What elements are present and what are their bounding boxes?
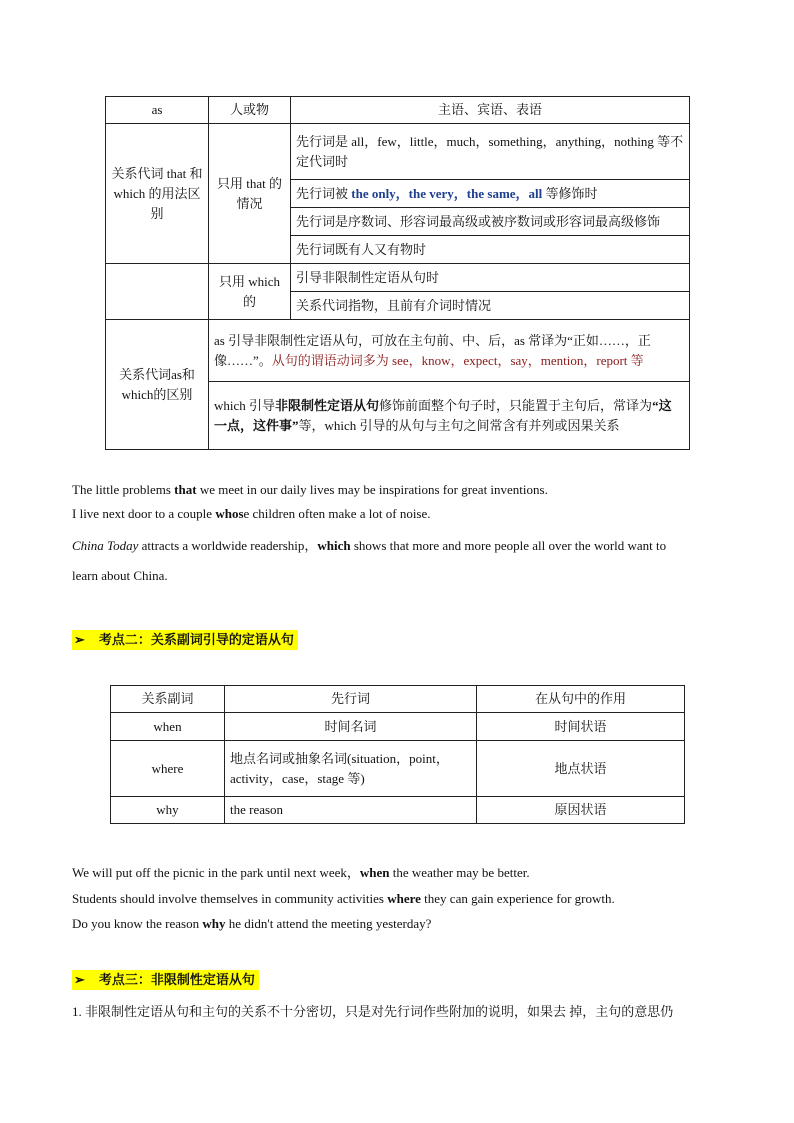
example-sentence-continuation: learn about China.: [72, 568, 168, 583]
example-sentence: China Today attracts a worldwide readership，which shows that more and more people all over the world want to: [72, 538, 667, 553]
example-sentence: The little problems that we meet in our daily lives may be inspirations for great inventions.: [72, 482, 548, 497]
as-which-group-label: 关系代词as和which的区别: [106, 320, 209, 450]
table-cell: where: [111, 741, 225, 797]
header-cell: as: [106, 97, 209, 124]
header-cell: 主语、宾语、表语: [291, 97, 690, 124]
point-paragraph: 1. 非限制性定语从句和主句的关系不十分密切，只是对先行词作些附加的说明，如果去 掉，主句的意思仍: [72, 1004, 674, 1019]
table-cell: 原因状语: [477, 797, 685, 824]
header-cell: 人或物: [209, 97, 291, 124]
section-heading: ➢ 考点三：非限制性定语从句: [72, 970, 259, 990]
example-sentence: We will put off the picnic in the park until next week，when the weather may be better.: [72, 865, 530, 880]
table-row: [111, 741, 685, 797]
header-cell: 关系副词: [111, 686, 225, 713]
only-which-label: 只用 which 的: [209, 264, 291, 320]
table-cell: 先行词既有人又有物时: [291, 236, 690, 264]
relative-pronoun-table: [105, 96, 690, 450]
table-cell: 地点名词或抽象名词(situation，point，activity，case，stage 等): [225, 741, 477, 797]
only-that-label: 只用 that 的情况: [209, 124, 291, 264]
table-cell: why: [111, 797, 225, 824]
table-row: [111, 797, 685, 824]
arrow-bullet-icon: ➢: [74, 632, 85, 647]
empty-cell: [106, 264, 209, 320]
table-cell: 先行词被 the only，the very，the same，all 等修饰时: [291, 180, 690, 208]
table-cell: 时间状语: [477, 713, 685, 741]
table-cell: the reason: [225, 797, 477, 824]
header-cell: 在从句中的作用: [477, 686, 685, 713]
table-cell: 先行词是序数词、形容词最高级或被序数词或形容词最高级修饰: [291, 208, 690, 236]
table-cell: 先行词是 all，few，little，much，something，anything，nothing 等不定代词时: [291, 124, 690, 180]
table-cell: when: [111, 713, 225, 741]
section-heading: ➢ 考点二：关系副词引导的定语从句: [72, 630, 298, 650]
relative-adverb-table: [110, 685, 685, 824]
table-cell: 关系代词指物，且前有介词时情况: [291, 292, 690, 320]
table-cell: 引导非限制性定语从句时: [291, 264, 690, 292]
table-row: [111, 713, 685, 741]
that-which-group-label: 关系代词 that 和 which 的用法区别: [106, 124, 209, 264]
example-sentence: Students should involve themselves in community activities where they can gain experience for growth.: [72, 891, 615, 906]
example-sentence: Do you know the reason why he didn't attend the meeting yesterday?: [72, 916, 432, 931]
as-cell: as 引导非限制性定语从句，可放在主句前、中、后，as 常译为“正如……，正像……”。从句的谓语动词多为 see，know，expect，say，mention，report 等: [209, 320, 690, 382]
table-cell: 地点状语: [477, 741, 685, 797]
table-cell: 时间名词: [225, 713, 477, 741]
arrow-bullet-icon: ➢: [74, 972, 85, 987]
header-cell: 先行词: [225, 686, 477, 713]
which-cell: which 引导非限制性定语从句修饰前面整个句子时，只能置于主句后，常译为“这一点，这件事”等，which 引导的从句与主句之间常含有并列或因果关系: [209, 382, 690, 450]
example-sentence: I live next door to a couple whose children often make a lot of noise.: [72, 506, 431, 521]
